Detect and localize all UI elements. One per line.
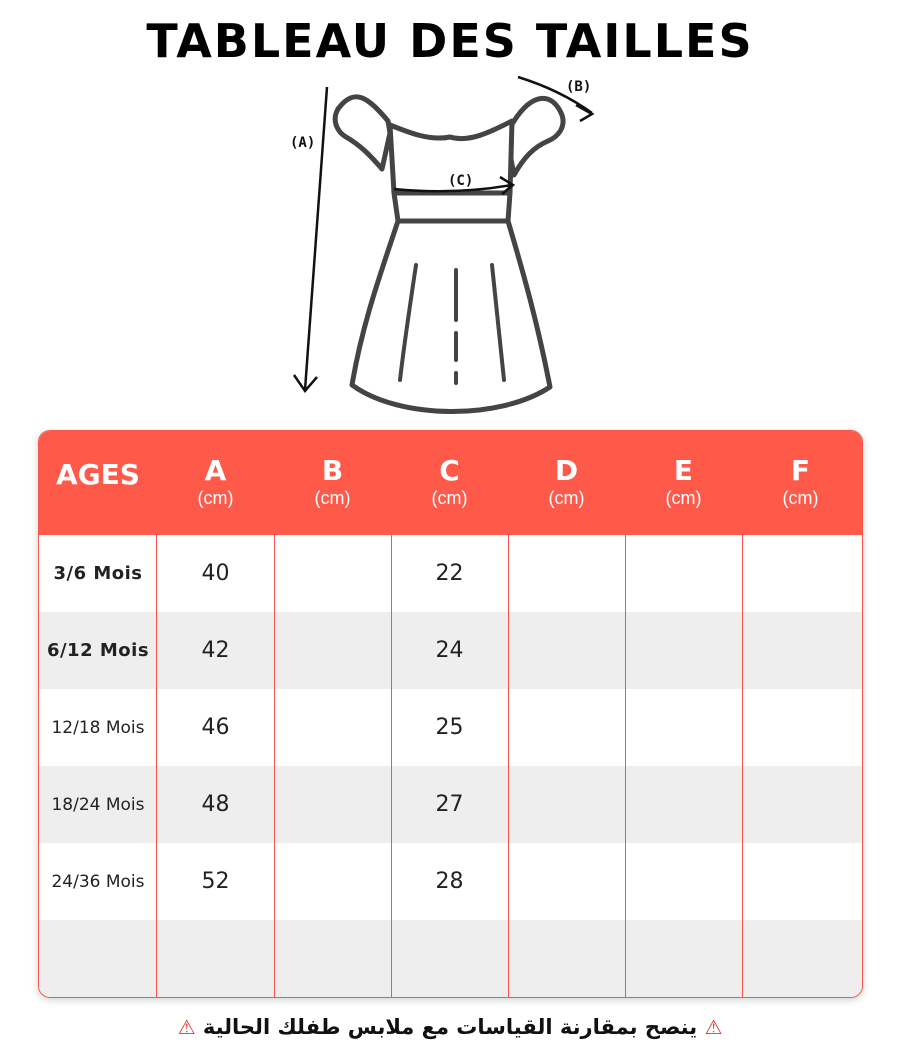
header-ages: AGES xyxy=(56,458,140,491)
header-f: F (cm) xyxy=(782,454,819,508)
page-title: TABLEAU DES TAILLES xyxy=(146,14,754,68)
advice-note xyxy=(0,1010,900,1044)
value-cell: 25 xyxy=(435,715,464,740)
header-a: A (cm) xyxy=(197,454,234,508)
table-header xyxy=(39,431,862,535)
age-cell xyxy=(39,920,157,997)
value-cell xyxy=(508,612,625,689)
arrow-a-line xyxy=(305,87,327,390)
age-cell: 24/36 Mois xyxy=(51,871,145,892)
right-sleeve xyxy=(506,98,563,175)
dress-illustration xyxy=(270,75,610,425)
label-a: (A) xyxy=(290,135,316,151)
value-cell: 46 xyxy=(201,715,230,740)
value-cell: 40 xyxy=(201,561,230,586)
table-row xyxy=(39,689,862,766)
value-cell xyxy=(508,843,625,920)
header-d: D (cm) xyxy=(548,454,585,508)
header-c: C (cm) xyxy=(431,454,468,508)
left-sleeve xyxy=(335,97,390,169)
value-cell: 27 xyxy=(435,792,464,817)
value-cell xyxy=(274,535,391,612)
value-cell xyxy=(742,535,859,612)
value-cell: 48 xyxy=(201,792,230,817)
warning-icon: ⚠ xyxy=(177,1015,196,1039)
age-cell: 18/24 Mois xyxy=(51,794,145,815)
value-cell xyxy=(742,766,859,843)
value-cell xyxy=(274,689,391,766)
age-cell: 3/6 Mois xyxy=(53,563,143,584)
age-cell: 6/12 Mois xyxy=(46,640,150,661)
value-cell xyxy=(742,612,859,689)
value-cell xyxy=(508,535,625,612)
value-cell: 42 xyxy=(201,638,230,663)
table-row xyxy=(39,612,862,689)
value-cell xyxy=(742,920,859,997)
value-cell xyxy=(274,766,391,843)
value-cell xyxy=(625,920,742,997)
skirt xyxy=(352,221,550,412)
value-cell xyxy=(625,689,742,766)
size-table xyxy=(38,430,863,998)
column-divider xyxy=(274,535,275,997)
waist-band xyxy=(394,193,510,221)
column-divider xyxy=(156,535,157,997)
dress-diagram xyxy=(270,75,610,425)
value-cell: 24 xyxy=(435,638,464,663)
value-cell xyxy=(625,766,742,843)
value-cell xyxy=(391,920,508,997)
value-cell xyxy=(508,920,625,997)
value-cell: 22 xyxy=(435,561,464,586)
value-cell xyxy=(742,689,859,766)
table-row xyxy=(39,843,862,920)
value-cell xyxy=(742,843,859,920)
value-cell xyxy=(508,766,625,843)
age-cell: 12/18 Mois xyxy=(51,717,145,738)
advice-text: ينصح بمقارنة القياسات مع ملابس طفلك الحالية xyxy=(202,1015,698,1039)
header-b: B (cm) xyxy=(314,454,351,508)
warning-icon: ⚠ xyxy=(704,1015,723,1039)
column-divider xyxy=(625,535,626,997)
header-e: E (cm) xyxy=(665,454,702,508)
column-divider xyxy=(742,535,743,997)
label-b: (B) xyxy=(566,79,592,95)
label-c: (C) xyxy=(448,173,474,189)
value-cell xyxy=(625,843,742,920)
value-cell xyxy=(274,843,391,920)
value-cell xyxy=(508,689,625,766)
column-divider xyxy=(391,535,392,997)
table-row xyxy=(39,766,862,843)
value-cell xyxy=(157,920,274,997)
value-cell: 28 xyxy=(435,869,464,894)
value-cell xyxy=(625,612,742,689)
table-row xyxy=(39,535,862,612)
column-divider xyxy=(508,535,509,997)
table-row xyxy=(39,920,862,997)
value-cell xyxy=(274,612,391,689)
value-cell xyxy=(625,535,742,612)
value-cell xyxy=(274,920,391,997)
value-cell: 52 xyxy=(201,869,230,894)
